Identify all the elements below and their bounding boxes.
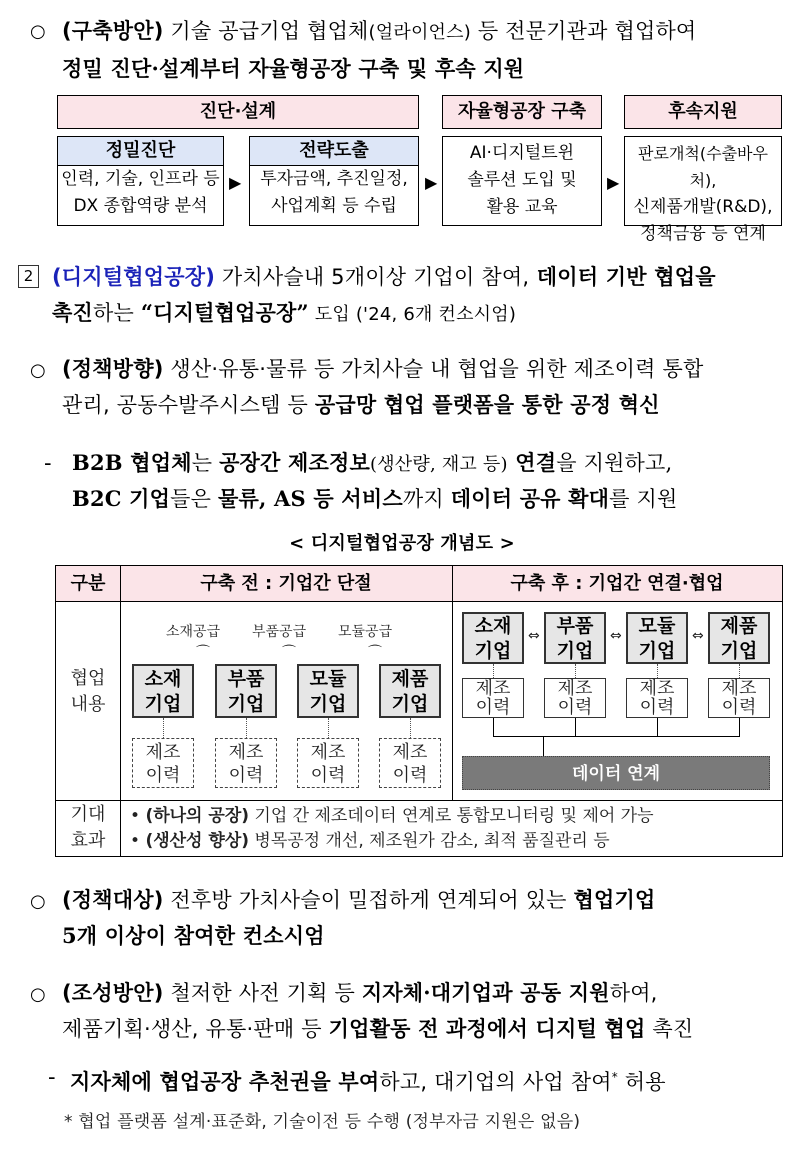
flow-box2-title: 전략도출 — [250, 137, 418, 166]
effect-dot: • — [130, 831, 141, 851]
sec6-c: 하여, — [609, 981, 658, 1005]
sec4-l2-f: 를 지원 — [609, 487, 678, 511]
sec5-b: 협업기업 — [573, 887, 656, 912]
company-l1: 부품 — [227, 668, 265, 690]
company-module-after — [626, 612, 688, 664]
bullet-circle: ○ — [30, 360, 46, 381]
bullet-circle: ○ — [30, 984, 46, 1005]
bullet-circle: ○ — [30, 891, 46, 912]
sec2-l2-b: 하는 — [92, 301, 141, 325]
sec1-tag: (구축방안) — [62, 19, 164, 43]
dash: - — [48, 1065, 56, 1089]
effect2-tag: (생산성 향상) — [145, 831, 250, 851]
flow-box3-line1: AI·디지털트윈 — [469, 143, 575, 163]
company-l2: 기업 — [227, 693, 265, 715]
company-material-before — [132, 664, 194, 718]
company-product-before — [379, 664, 441, 718]
history-l1: 제조 — [145, 742, 181, 763]
sec4-e: 연결 — [507, 450, 557, 475]
diagram-title: < 디지털협업공장 개념도 > — [289, 533, 515, 554]
history-l1: 제조 — [228, 742, 264, 763]
flow-box4-line3: 정책금융 등 연계 — [640, 224, 766, 244]
sec3-tag: (정책방향) — [62, 357, 164, 381]
row-label-collab — [56, 666, 120, 718]
history-l2: 이력 — [557, 697, 593, 718]
history-l1: 제조 — [639, 678, 675, 699]
flow-head-diagnosis: 진단·설계 — [57, 95, 419, 129]
sec4-l2-a: B2C 기업 — [72, 486, 171, 511]
sec2-line2 — [52, 297, 516, 331]
sec6-l2-a: 제품기획·생산, 유통·판매 등 — [62, 1017, 329, 1041]
sec1-line2: 정밀 진단·설계부터 자율형공장 구축 및 후속 지원 — [62, 56, 525, 81]
effect-dot: • — [130, 806, 141, 826]
supply-arrow-icon: ⌒ — [196, 645, 210, 661]
flow-box4-line1: 판로개척(수출바우처), — [638, 144, 768, 190]
history-l2: 이력 — [228, 765, 264, 786]
flow-box2-line2: 사업계획 등 수립 — [271, 196, 397, 216]
supply-arrow-icon: ⌒ — [368, 645, 382, 661]
sec5-a: 전후방 가치사슬이 밀접하게 연계되어 있는 — [163, 888, 574, 912]
company-l2: 기업 — [144, 693, 182, 715]
sec5-line2: 5개 이상이 참여한 컨소시엄 — [62, 923, 325, 948]
company-l1: 부품 — [556, 615, 594, 637]
flow-head-followup: 후속지원 — [624, 95, 782, 129]
company-parts-after — [544, 612, 606, 664]
company-l2: 기업 — [556, 640, 594, 662]
sec7-a: 지자체에 협업공장 추천권을 부여 — [70, 1069, 380, 1094]
sec7-b: 하고, 대기업의 사업 참여 — [379, 1070, 612, 1094]
concept-table — [55, 565, 783, 857]
company-l2: 기업 — [474, 640, 512, 662]
flow-box2-line1: 투자금액, 추진일정, — [260, 169, 408, 189]
sec4-f: 을 지원하고, — [556, 451, 673, 475]
sec2-text-a: 가치사슬내 5개이상 기업이 참여, — [215, 265, 530, 289]
sec4-l2-d: 까지 — [402, 487, 451, 511]
history-l2: 이력 — [475, 697, 511, 718]
company-l1: 모듈 — [309, 668, 347, 690]
company-material-after — [462, 612, 524, 664]
sec6-b: 지자체·대기업과 공동 지원 — [361, 980, 610, 1005]
supply-label-parts: 부품공급 — [252, 624, 307, 640]
sec6-tag: (조성방안) — [62, 981, 164, 1005]
sec7-star: * — [611, 1070, 618, 1084]
sec3-line1 — [62, 353, 703, 385]
sec6-a: 철저한 사전 기획 등 — [163, 981, 362, 1005]
flow-box1-title: 정밀진단 — [58, 137, 223, 166]
history-module-before — [297, 738, 359, 788]
flow-box1-line2: DX 종합역량 분석 — [73, 196, 208, 216]
flow-box-solution — [442, 136, 602, 226]
sec2-l2-d: 도입 ('24, 6개 컨소시엄) — [308, 304, 517, 325]
history-product-before — [379, 738, 441, 788]
table-head-category: 구분 — [70, 573, 106, 594]
flow-box4-line2: 신제품개발(R&D), — [633, 197, 773, 217]
company-l1: 소재 — [144, 668, 182, 690]
history-l1: 제조 — [475, 678, 511, 699]
sec4-a: B2B 협업체 — [72, 450, 192, 475]
dash: - — [44, 451, 52, 475]
flow-arrow-3: ▶ — [607, 173, 620, 192]
effect1-tag: (하나의 공장) — [145, 806, 250, 826]
company-product-after — [708, 612, 770, 664]
section-number-box: 2 — [18, 265, 39, 288]
history-l1: 제조 — [310, 742, 346, 763]
sec3-line2 — [62, 389, 660, 421]
sec1-line1 — [62, 15, 696, 49]
company-l1: 소재 — [474, 615, 512, 637]
company-l2: 기업 — [309, 693, 347, 715]
flow-box-precise-diagnosis — [57, 136, 224, 226]
sec2-tag: (디지털협업공장) — [52, 265, 215, 289]
sec5-tag: (정책대상) — [62, 888, 164, 912]
sec7-c: 허용 — [617, 1070, 666, 1094]
supply-arrow-icon: ⌒ — [282, 645, 296, 661]
effect1-text: 기업 간 제조데이터 연계로 통합모니터링 및 제어 가능 — [249, 806, 654, 826]
table-head-after: 구축 후 : 기업간 연결·협업 — [510, 573, 724, 594]
sec7-line — [70, 1061, 666, 1098]
row-label-effect — [56, 802, 120, 854]
sec1-text-c: 등 전문기관과 협업하여 — [470, 19, 697, 43]
flow-box3-line2: 솔루션 도입 및 — [467, 170, 577, 190]
history-material-before — [132, 738, 194, 788]
row-label-effect-l1: 기대 — [70, 804, 106, 825]
swap-arrow-icon: ⇔ — [610, 628, 622, 644]
sec4-l2-b: 들은 — [170, 487, 219, 511]
company-l1: 모듈 — [638, 615, 676, 637]
supply-label-module: 모듈공급 — [338, 624, 393, 640]
history-l2: 이력 — [721, 697, 757, 718]
sec4-l2-c: 물류, AS 등 서비스 — [218, 486, 403, 511]
data-link-bar: 데이터 연계 — [462, 756, 770, 790]
sec2-line1 — [52, 261, 716, 293]
company-module-before — [297, 664, 359, 718]
sec4-b: 는 — [191, 451, 220, 475]
table-head-before: 구축 전 : 기업간 단절 — [200, 573, 372, 594]
flow-arrow-2: ▶ — [425, 173, 438, 192]
row-label-collab-l1: 협업 — [70, 668, 106, 689]
effect2-text: 병목공정 개선, 제조원가 감소, 최적 품질관리 등 — [249, 831, 610, 851]
sec6-line2 — [62, 1013, 693, 1045]
supply-label-material: 소재공급 — [166, 624, 221, 640]
row-label-collab-l2: 내용 — [70, 694, 106, 715]
bullet-circle: ○ — [30, 21, 46, 42]
flow-arrow-1: ▶ — [229, 173, 242, 192]
sec4-c: 공장간 제조정보 — [219, 450, 370, 475]
history-l1: 제조 — [721, 678, 757, 699]
swap-arrow-icon: ⇔ — [692, 628, 704, 644]
flow-box-strategy — [249, 136, 419, 226]
row-label-effect-l2: 효과 — [70, 830, 106, 851]
sec5-line1 — [62, 884, 656, 916]
history-material-after — [462, 678, 524, 718]
history-parts-after — [544, 678, 606, 718]
sec3-text-a: 생산·유통·물류 등 가치사슬 내 협업을 위한 제조이력 통합 — [163, 357, 704, 381]
sec1-alliance: (얼라이언스) — [368, 22, 471, 43]
sec2-l2-c: “디지털협업공장” — [140, 300, 309, 325]
flow-box3-line3: 활용 교육 — [486, 197, 558, 217]
sec2-text-b: 데이터 기반 협업을 — [529, 264, 716, 289]
company-l1: 제품 — [391, 668, 429, 690]
company-l2: 기업 — [638, 640, 676, 662]
sec1-text-a: 기술 공급기업 협업체 — [163, 19, 369, 43]
sec4-line1 — [72, 447, 672, 481]
sec4-l2-e: 데이터 공유 확대 — [450, 486, 610, 511]
sec2-l2-a: 촉진 — [52, 300, 93, 325]
sec3-l2-b: 공급망 협업 플랫폼을 통한 공정 혁신 — [314, 392, 660, 417]
sec6-l2-b: 기업활동 전 과정에서 디지털 협업 — [328, 1016, 646, 1041]
footnote: * 협업 플랫폼 설계·표준화, 기술이전 등 수행 (정부자금 지원은 없음) — [64, 1112, 581, 1132]
history-l1: 제조 — [557, 678, 593, 699]
history-l2: 이력 — [639, 697, 675, 718]
history-module-after — [626, 678, 688, 718]
flow-box-followup — [624, 136, 782, 244]
sec6-line1 — [62, 977, 658, 1009]
sec4-d: (생산량, 재고 등) — [369, 454, 508, 475]
sec3-l2-a: 관리, 공동수발주시스템 등 — [62, 393, 315, 417]
flow-box1-line1: 인력, 기술, 인프라 등 — [61, 169, 220, 189]
history-parts-before — [215, 738, 277, 788]
sec6-l2-c: 촉진 — [645, 1017, 694, 1041]
history-l2: 이력 — [145, 765, 181, 786]
company-l2: 기업 — [720, 640, 758, 662]
company-l2: 기업 — [391, 693, 429, 715]
history-l2: 이력 — [392, 765, 428, 786]
history-l2: 이력 — [310, 765, 346, 786]
company-l1: 제품 — [720, 615, 758, 637]
history-l1: 제조 — [392, 742, 428, 763]
effect-line-2 — [130, 829, 610, 854]
effect-line-1 — [130, 804, 654, 829]
company-parts-before — [215, 664, 277, 718]
sec4-line2 — [72, 483, 678, 515]
swap-arrow-icon: ⇔ — [528, 628, 540, 644]
history-product-after — [708, 678, 770, 718]
flow-head-autonomous: 자율형공장 구축 — [442, 95, 602, 129]
